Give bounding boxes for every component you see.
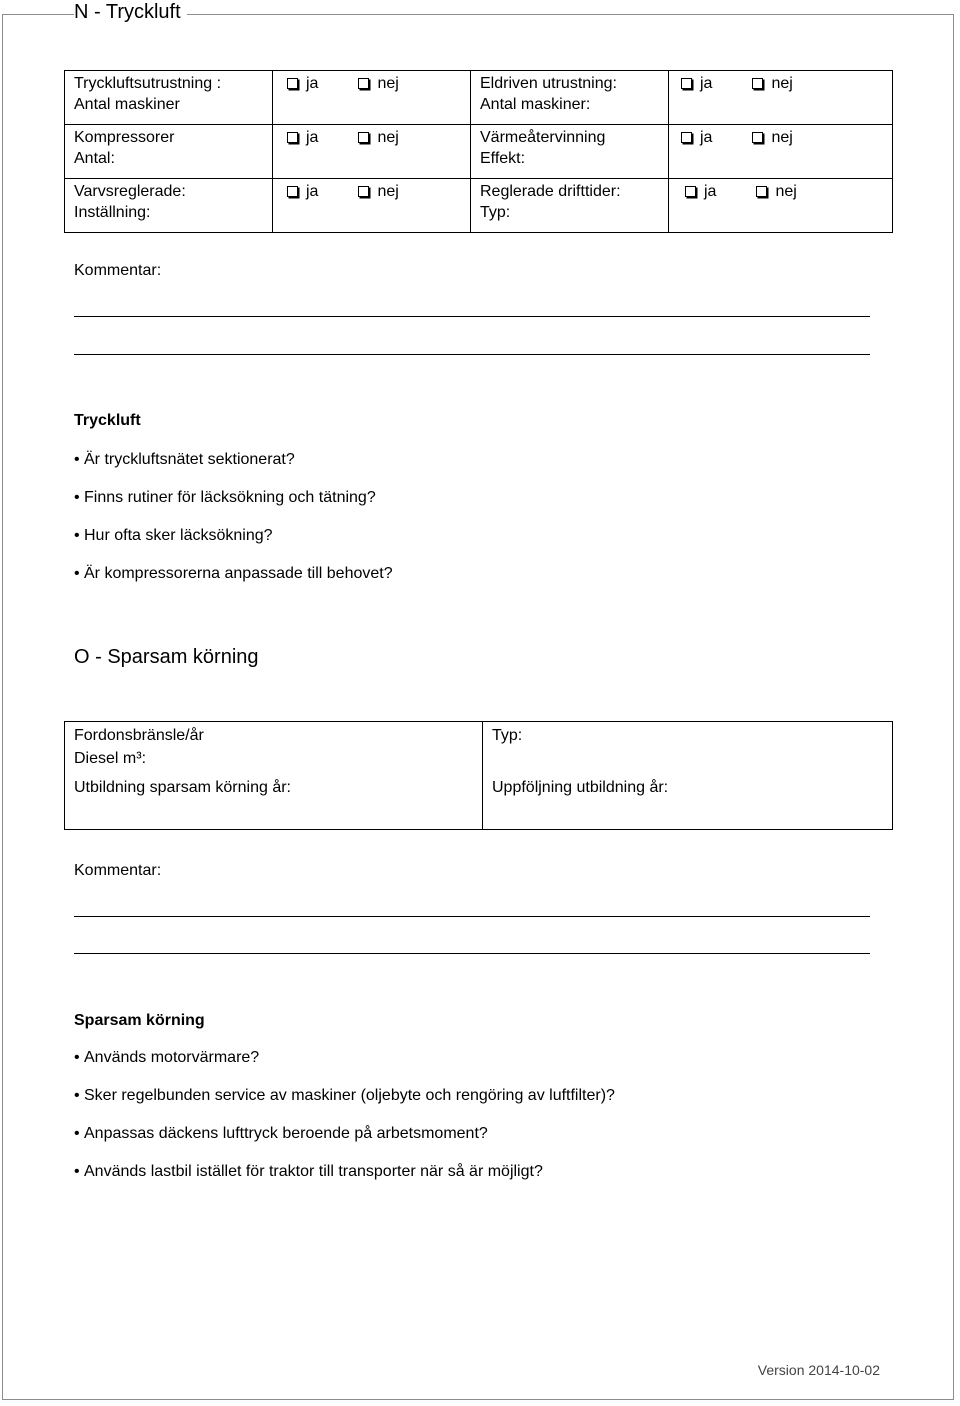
left-choice-cell [273,179,471,233]
left-label-cell-line-2: Inställning: [74,204,151,221]
checkbox-icon [752,132,763,143]
right-label-cell-line-2: Antal maskiner: [480,96,591,113]
checkbox-nej[interactable] [752,73,792,94]
checkbox-ja[interactable] [681,73,712,94]
list-item [74,450,393,488]
right-label-cell[interactable] [471,179,669,233]
question-text: Finns rutiner för läcksökning och tätning? [84,489,376,506]
list-item [74,1162,615,1200]
tryckluft-heading: Tryckluft [74,412,141,429]
fuel-label: Fordonsbränsle/år [74,727,204,744]
comment-line-1b[interactable] [74,354,870,355]
checkbox-label: nej [771,75,793,92]
checkbox-icon [287,78,298,89]
checkbox-ja[interactable] [685,181,716,202]
checkbox-icon [756,186,767,197]
question-text: Används lastbil istället för traktor till transporter när så är möjligt? [84,1163,543,1180]
bullet-icon: • [74,1163,80,1180]
checkbox-label: nej [377,129,399,146]
list-item [74,564,393,602]
table-row [65,125,893,179]
left-choice-cell [273,125,471,179]
left-label-cell[interactable] [65,71,273,125]
bullet-icon: • [74,451,80,468]
list-item [74,1048,615,1086]
section-o-title: O - Sparsam körning [74,646,259,668]
comment-label-2: Kommentar: [74,862,162,879]
left-label-cell-line-2: Antal: [74,150,115,167]
checkbox-label: nej [775,183,797,200]
training-year-label: Utbildning sparsam körning år: [74,779,291,796]
bullet-icon: • [74,1049,80,1066]
checkbox-nej[interactable] [358,73,398,94]
question-text: Är kompressorerna anpassade till behovet? [84,565,393,582]
diesel-label: Diesel m³: [74,750,147,767]
right-choice-cell [669,179,893,233]
comment-line-2a[interactable] [74,916,870,917]
list-item [74,488,393,526]
tryckluft-question-list [74,450,393,602]
right-label-cell[interactable] [471,71,669,125]
checkbox-icon [752,78,763,89]
fuel-cell[interactable] [65,722,483,830]
comment-line-2b[interactable] [74,953,870,954]
right-label-cell-line-1: Reglerade drifttider: [480,183,621,200]
checkbox-nej[interactable] [756,181,796,202]
bullet-icon: • [74,565,80,582]
checkbox-ja[interactable] [287,127,318,148]
type-cell[interactable] [483,722,893,830]
table-row [65,179,893,233]
list-item [74,1124,615,1162]
checkbox-label: ja [306,75,319,92]
checkbox-icon [287,186,298,197]
bullet-icon: • [74,489,80,506]
right-choice-cell [669,71,893,125]
checkbox-icon [358,186,369,197]
checkbox-ja[interactable] [681,127,712,148]
checkbox-label: nej [771,129,793,146]
question-text: Anpassas däckens lufttryck beroende på arbetsmoment? [84,1125,488,1142]
type-label: Typ: [492,727,523,744]
checkbox-label: ja [306,183,319,200]
checkbox-ja[interactable] [287,181,318,202]
tryckluft-equipment-table [64,70,893,233]
list-item [74,526,393,564]
bullet-icon: • [74,1125,80,1142]
right-label-cell-line-2: Effekt: [480,150,526,167]
checkbox-nej[interactable] [752,127,792,148]
checkbox-label: ja [306,129,319,146]
checkbox-label: nej [377,75,399,92]
left-choice-cell [273,71,471,125]
table-row [65,71,893,125]
question-text: Är tryckluftsnätet sektionerat? [84,451,295,468]
checkbox-nej[interactable] [358,181,398,202]
left-label-cell[interactable] [65,125,273,179]
checkbox-label: nej [377,183,399,200]
left-label-cell-line-1: Kompressorer [74,129,175,146]
checkbox-ja[interactable] [287,73,318,94]
right-label-cell-line-1: Eldriven utrustning: [480,75,617,92]
sparsam-question-list [74,1048,615,1200]
checkbox-icon [358,132,369,143]
checkbox-label: ja [704,183,717,200]
sparsam-heading: Sparsam körning [74,1012,205,1029]
checkbox-label: ja [700,129,713,146]
checkbox-label: ja [700,75,713,92]
left-label-cell[interactable] [65,179,273,233]
checkbox-icon [681,132,692,143]
left-label-cell-line-1: Tryckluftsutrustning : [74,75,222,92]
checkbox-icon [685,186,696,197]
question-text: Sker regelbunden service av maskiner (oljebyte och rengöring av luftfilter)? [84,1087,615,1104]
right-label-cell-line-2: Typ: [480,204,511,221]
right-label-cell-line-1: Värmeåtervinning [480,129,606,146]
version-footer: Version 2014-10-02 [757,1362,880,1378]
right-label-cell[interactable] [471,125,669,179]
section-n-title: N - Tryckluft [74,0,187,24]
checkbox-icon [287,132,298,143]
followup-year-label: Uppföljning utbildning år: [492,779,669,796]
list-item [74,1086,615,1124]
sparsam-korning-table [64,721,893,830]
comment-line-1a[interactable] [74,316,870,317]
bullet-icon: • [74,1087,80,1104]
question-text: Hur ofta sker läcksökning? [84,527,273,544]
checkbox-nej[interactable] [358,127,398,148]
question-text: Används motorvärmare? [84,1049,260,1066]
checkbox-icon [358,78,369,89]
comment-label-1: Kommentar: [74,262,162,279]
left-label-cell-line-2: Antal maskiner [74,96,180,113]
checkbox-icon [681,78,692,89]
bullet-icon: • [74,527,80,544]
left-label-cell-line-1: Varvsreglerade: [74,183,186,200]
right-choice-cell [669,125,893,179]
